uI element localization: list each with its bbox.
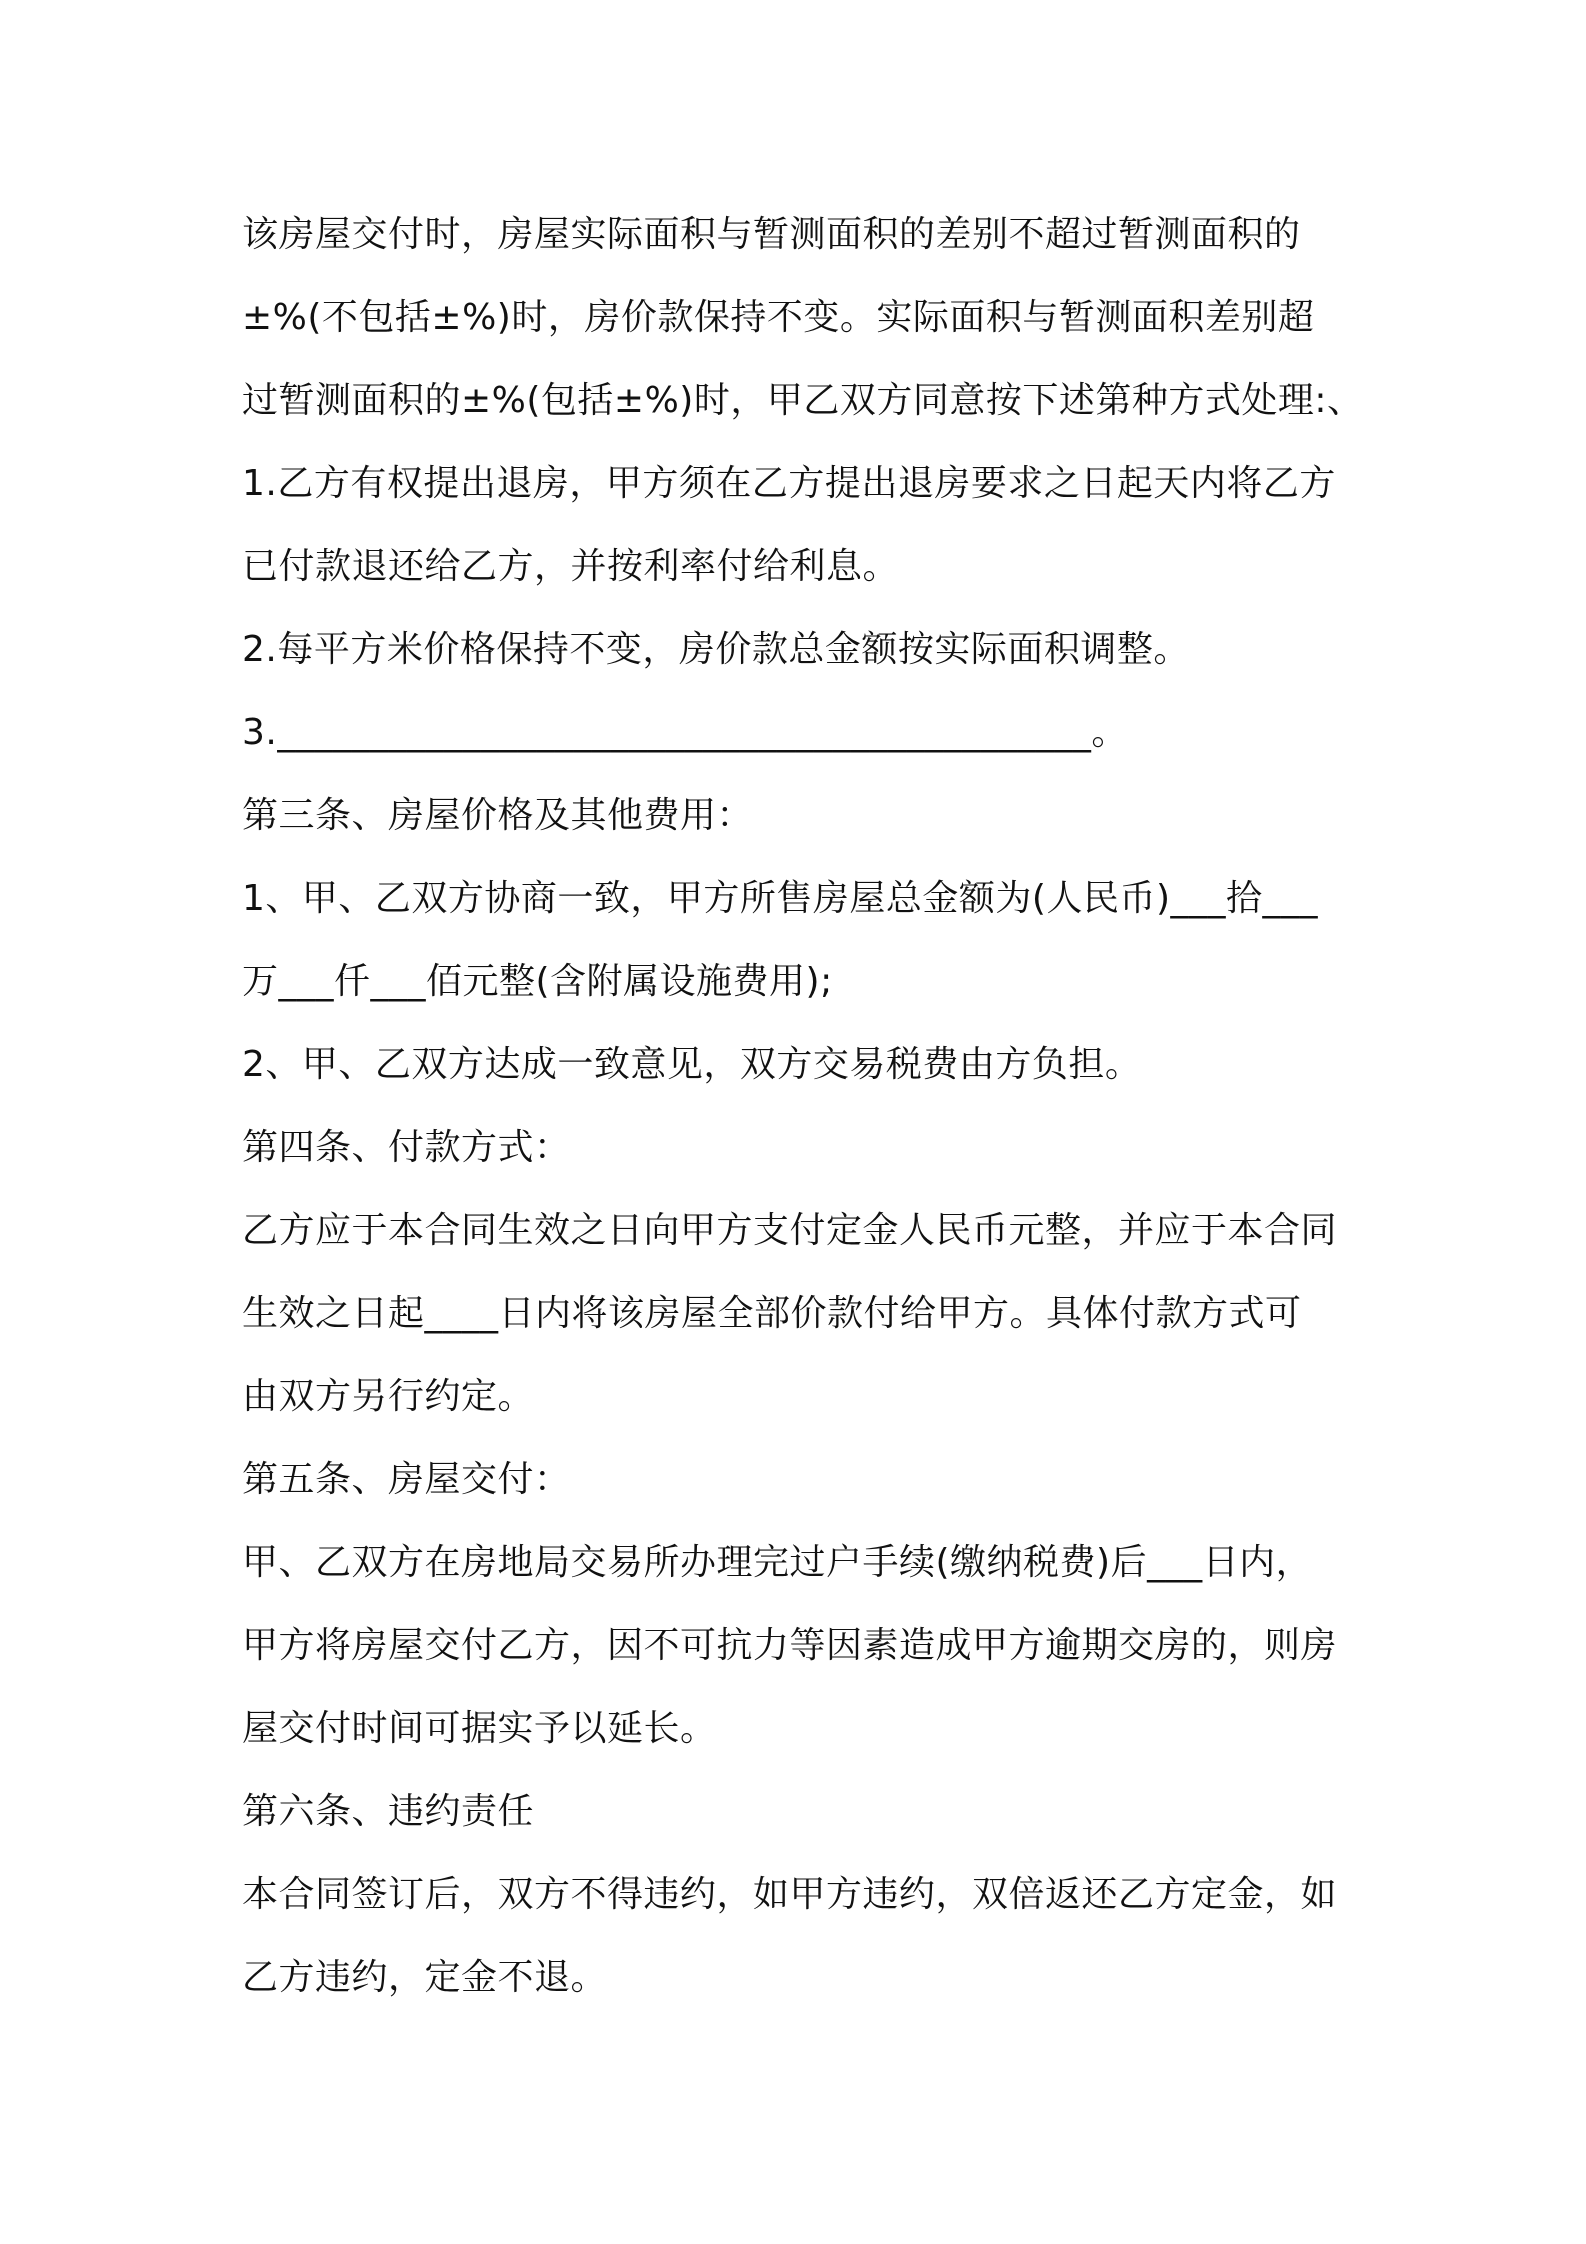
text-line: 乙方违约，定金不退。 <box>242 1957 608 1998</box>
text-line: 3.____________________________________________。 <box>242 712 1128 753</box>
text-line: 屋交付时间可据实予以延长。 <box>242 1708 717 1749</box>
text-line: 该房屋交付时，房屋实际面积与暂测面积的差别不超过暂测面积的 <box>242 214 1301 255</box>
text-line: 生效之日起____日内将该房屋全部价款付给甲方。具体付款方式可 <box>242 1293 1302 1334</box>
section-heading-liability: 第六条、违约责任 <box>242 1791 535 1832</box>
text-line: 1、甲、乙双方协商一致，甲方所售房屋总金额为(人民币)___拾___ <box>242 878 1318 919</box>
section-heading-price: 第三条、房屋价格及其他费用： <box>242 795 754 836</box>
text-line: 万___仟___佰元整(含附属设施费用); <box>242 961 833 1002</box>
text-line: 1.乙方有权提出退房，甲方须在乙方提出退房要求之日起天内将乙方 <box>242 463 1336 504</box>
text-line: 本合同签订后，双方不得违约，如甲方违约，双倍返还乙方定金，如 <box>242 1874 1338 1915</box>
text-line: 甲方将房屋交付乙方，因不可抗力等因素造成甲方逾期交房的，则房 <box>242 1625 1338 1666</box>
text-line: 由双方另行约定。 <box>242 1376 535 1417</box>
text-line: 乙方应于本合同生效之日向甲方支付定金人民币元整，并应于本合同 <box>242 1210 1338 1251</box>
document-body <box>242 193 1372 2019</box>
text-line: 过暂测面积的±%(包括±%)时，甲乙双方同意按下述第种方式处理:、 <box>242 380 1364 421</box>
section-heading-payment: 第四条、付款方式： <box>242 1127 571 1168</box>
text-line: 甲、乙双方在房地局交易所办理完过户手续(缴纳税费)后___日内， <box>242 1542 1313 1583</box>
section-heading-delivery: 第五条、房屋交付： <box>242 1459 571 1500</box>
text-line: 已付款退还给乙方，并按利率付给利息。 <box>242 546 900 587</box>
text-line: 2.每平方米价格保持不变，房价款总金额按实际面积调整。 <box>242 629 1190 670</box>
text-line: 2、甲、乙双方达成一致意见，双方交易税费由方负担。 <box>242 1044 1142 1085</box>
text-line: ±%(不包括±%)时，房价款保持不变。实际面积与暂测面积差别超 <box>242 297 1315 338</box>
